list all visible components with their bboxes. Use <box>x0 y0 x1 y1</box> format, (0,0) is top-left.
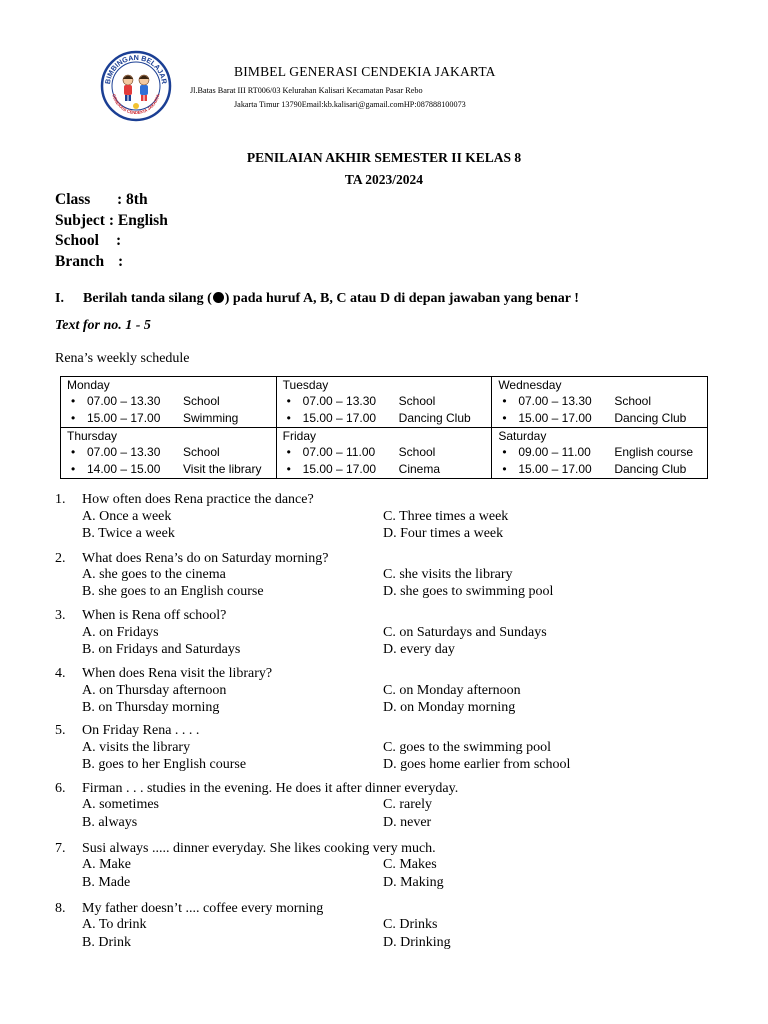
option-c: C. she visits the library <box>383 567 513 582</box>
question-5: 5. On Friday Rena . . . . A. visits the library B. goes to her English course C. goes to the swimming pool D. goes home earlier from school <box>55 723 571 772</box>
option-a: A. on Fridays <box>82 625 159 640</box>
exam-title: PENILAIAN AKHIR SEMESTER II KELAS 8 <box>246 150 522 165</box>
schedule-cell-thursday: Thursday • 07.00 – 13.30 School • 14.00 – 15.00 Visit the library <box>61 428 277 479</box>
option-d: D. every day <box>383 642 455 657</box>
info-subject: Subject : English <box>55 212 168 229</box>
logo-text-top: BIMBINGAN BELAJAR <box>103 52 169 85</box>
option-b: B. she goes to an English course <box>82 584 264 599</box>
question-8: 8. My father doesn’t .... coffee every morning A. To drink B. Drink C. Drinks D. Drinking <box>55 901 451 950</box>
info-branch: Branch : <box>55 253 124 270</box>
option-c: C. rarely <box>383 797 432 812</box>
schedule-title: Rena’s weekly schedule <box>55 351 190 366</box>
option-a: A. she goes to the cinema <box>82 567 226 582</box>
schedule-cell-friday: Friday • 07.00 – 11.00 School • 15.00 – 17.00 Cinema <box>276 428 492 479</box>
option-c: C. on Saturdays and Sundays <box>383 625 547 640</box>
option-a: A. on Thursday afternoon <box>82 683 227 698</box>
logo-text-bottom: GENERASI CENDEKIA JAKARTA <box>111 93 161 116</box>
option-d: D. never <box>383 815 432 830</box>
option-a: A. Make <box>82 857 131 872</box>
option-b: B. Made <box>82 875 131 890</box>
option-b: B. Drink <box>82 935 131 950</box>
option-d: D. Drinking <box>383 935 451 950</box>
option-b: B. always <box>82 815 138 830</box>
schedule-table <box>60 376 708 479</box>
option-d: D. Making <box>383 875 444 890</box>
section-instruction: I. Berilah tanda silang ( ) pada huruf A, B, C atau D di depan jawaban yang benar ! <box>55 291 579 306</box>
exam-year: TA 2023/2024 <box>344 172 424 187</box>
option-a: A. sometimes <box>82 797 159 812</box>
text-for-label: Text for no. 1 - 5 <box>55 318 151 333</box>
question-2: 2. What does Rena’s do on Saturday morning? A. she goes to the cinema B. she goes to an English course C. she visits the library D. she goes to swimming pool <box>55 551 554 599</box>
schedule-cell-tuesday: Tuesday • 07.00 – 13.30 School • 15.00 – 17.00 Dancing Club <box>276 377 492 428</box>
question-7: 7. Susi always ..... dinner everyday. She likes cooking very much. A. Make B. Made C. Makes D. Making <box>55 841 444 890</box>
schedule-cell-saturday: Saturday • 09.00 – 11.00 English course • 15.00 – 17.00 Dancing Club <box>492 428 708 479</box>
option-d: D. goes home earlier from school <box>383 757 571 772</box>
option-a: A. To drink <box>82 917 147 932</box>
address-line-1: Jl.Batas Barat III RT006/03 Kelurahan Kalisari Kecamatan Pasar Rebo <box>190 86 423 95</box>
option-c: C. Drinks <box>383 917 438 932</box>
option-b: B. Twice a week <box>82 526 175 541</box>
question-3: 3. When is Rena off school? A. on Fridays B. on Fridays and Saturdays C. on Saturdays and Sundays D. every day <box>55 608 547 657</box>
option-a: A. visits the library <box>82 740 191 755</box>
info-school: School : <box>55 232 122 249</box>
option-c: C. Makes <box>383 857 437 872</box>
question-4: 4. When does Rena visit the library? A. on Thursday afternoon B. on Thursday morning C. on Monday afternoon D. on Monday morning <box>55 666 521 715</box>
info-class: Class : 8th <box>55 191 148 208</box>
question-6: 6. Firman . . . studies in the evening. He does it after dinner everyday. A. sometimes B. always C. rarely D. never <box>55 781 459 830</box>
option-a: A. Once a week <box>82 509 172 524</box>
address-line-2: Jakarta Timur 13790Email:kb.kalisari@gamail.comHP:087888100073 <box>234 100 466 109</box>
school-logo <box>100 50 172 122</box>
option-c: C. goes to the swimming pool <box>383 740 551 755</box>
option-d: D. on Monday morning <box>383 700 516 715</box>
option-c: C. Three times a week <box>383 509 509 524</box>
option-d: D. Four times a week <box>383 526 504 541</box>
option-d: D. she goes to swimming pool <box>383 584 554 599</box>
organization-name: BIMBEL GENERASI CENDEKIA JAKARTA <box>234 64 496 79</box>
schedule-cell-wednesday: Wednesday • 07.00 – 13.30 School • 15.00 – 17.00 Dancing Club <box>492 377 708 428</box>
option-b: B. goes to her English course <box>82 757 247 772</box>
question-1: 1. How often does Rena practice the dance? A. Once a week B. Twice a week C. Three times a week D. Four times a week <box>55 492 509 541</box>
filled-circle-icon <box>213 292 224 303</box>
option-b: B. on Fridays and Saturdays <box>82 642 241 657</box>
option-c: C. on Monday afternoon <box>383 683 521 698</box>
option-b: B. on Thursday morning <box>82 700 220 715</box>
schedule-cell-monday: Monday • 07.00 – 13.30 School • 15.00 – 17.00 Swimming <box>61 377 277 428</box>
